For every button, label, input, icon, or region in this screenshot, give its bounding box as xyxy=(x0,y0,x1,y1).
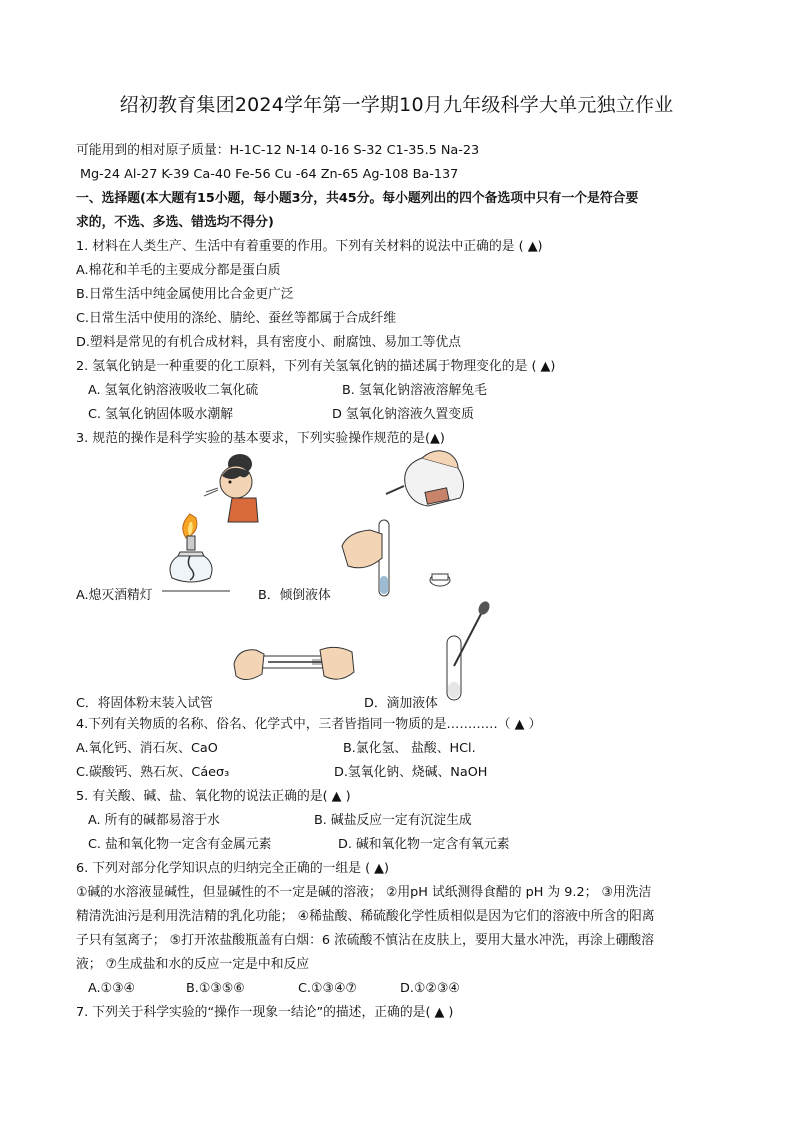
q6-body-line-3: 子只有氢离子； ⑤打开浓盐酸瓶盖有白烟：6 浓硫酸不慎沾在皮肤上，要用大量水冲洗，再涂上硼酸溶 xyxy=(76,933,655,948)
q3-option-d: D．滴加液体 xyxy=(364,696,438,711)
q5-option-d: D. 碱和氧化物一定含有氧元素 xyxy=(338,837,510,852)
q1-option-a: A.棉花和羊毛的主要成分都是蛋白质 xyxy=(76,263,281,278)
atomic-mass-line-2: Mg-24 Al-27 K-39 Ca-40 Fe-56 Cu -64 Zn-65 Ag-108 Ba-137 xyxy=(80,167,459,182)
q6-option-d: D.①②③④ xyxy=(400,981,460,996)
q6-option-a: A.①③④ xyxy=(88,981,136,996)
q5-option-a: A. 所有的碱都易溶于水 xyxy=(88,813,220,828)
q4-option-d: D.氢氧化钠、烧碱、NaOH xyxy=(334,765,488,780)
q2-option-c: C. 氢氧化钠固体吸水潮解 xyxy=(88,407,234,422)
q7-stem: 7. 下列关于科学实验的“操作一现象一结论”的描述，正确的是( ▲ ) xyxy=(76,1005,454,1020)
q2-option-b: B. 氢氧化钠溶液溶解兔毛 xyxy=(342,383,487,398)
q3-option-b: B．倾倒液体 xyxy=(258,588,331,603)
section-header-line-1: 一、选择题(本大题有15小题，每小题3分，共45分。每小题列出的四个备选项中只有一个是符合要 xyxy=(76,191,639,206)
q3-stem: 3. 规范的操作是科学实验的基本要求，下列实验操作规范的是(▲) xyxy=(76,431,445,446)
q6-body-line-4: 液； ⑦生成盐和水的反应一定是中和反应 xyxy=(76,957,310,972)
q4-option-b: B.氯化氢、 盐酸、HCl. xyxy=(343,741,476,756)
q4-option-c: C.碳酸钙、熟石灰、Cáeσ₃ xyxy=(76,765,230,780)
atomic-mass-line-1: 可能用到的相对原子质量：H-1C-12 N-14 0-16 S-32 C1-35.5 Na-23 xyxy=(76,143,480,158)
q2-option-d: D 氢氧化钠溶液久置变质 xyxy=(332,407,474,422)
q1-stem: 1. 材料在人类生产、生活中有着重要的作用。下列有关材料的说法中正确的是 ( ▲) xyxy=(76,239,543,254)
q6-body-line-1: ①碱的水溶液显碱性，但显碱性的不一定是碱的溶液； ②用pH 试纸测得食醋的 pH 为 9.2； ③用洗洁 xyxy=(76,885,652,900)
q5-option-c: C. 盐和氧化物一定含有金属元素 xyxy=(88,837,272,852)
loading-powder-figure xyxy=(228,640,358,695)
q3-option-a: A.熄灭酒精灯 xyxy=(76,588,153,603)
q6-option-b: B.①③⑤⑥ xyxy=(186,981,245,996)
q6-stem: 6. 下列对部分化学知识点的归纳完全正确的一组是 ( ▲) xyxy=(76,861,389,876)
q1-option-b: B.日常生活中纯金属使用比合金更广泛 xyxy=(76,287,294,302)
q2-stem: 2. 氢氧化钠是一种重要的化工原料，下列有关氢氧化钠的描述属于物理变化的是 ( ▲) xyxy=(76,359,556,374)
q1-option-d: D.塑料是常见的有机合成材料，具有密度小、耐腐蚀、易加工等优点 xyxy=(76,335,462,350)
pouring-liquid-figure xyxy=(330,448,480,603)
q3-option-c: C．将固体粉末装入试管 xyxy=(76,696,213,711)
q6-option-c: C.①③④⑦ xyxy=(298,981,357,996)
q4-stem: 4.下列有关物质的名称、俗名、化学式中，三者皆指同一物质的是…………（ ▲ ） xyxy=(76,717,542,732)
q1-option-c: C.日常生活中使用的涤纶、腈纶、蚕丝等都属于合成纤维 xyxy=(76,311,397,326)
section-header-line-2: 求的，不选、多选、错选均不得分) xyxy=(76,215,274,230)
q5-stem: 5. 有关酸、碱、盐、氧化物的说法正确的是( ▲ ) xyxy=(76,789,351,804)
q4-option-a: A.氧化钙、消石灰、CaO xyxy=(76,741,218,756)
dropping-liquid-figure xyxy=(438,600,498,704)
blowing-out-alcohol-lamp-figure xyxy=(160,452,260,602)
page-title: 绍初教育集团2024学年第一学期10月九年级科学大单元独立作业 xyxy=(119,94,674,116)
q6-body-line-2: 精清洗油污是利用洗洁精的乳化功能； ④稀盐酸、稀硫酸化学性质相似是因为它们的溶液中所含的阳离 xyxy=(76,909,655,924)
q5-option-b: B. 碱盐反应一定有沉淀生成 xyxy=(314,813,472,828)
q2-option-a: A. 氢氧化钠溶液吸收二氧化硫 xyxy=(88,383,259,398)
